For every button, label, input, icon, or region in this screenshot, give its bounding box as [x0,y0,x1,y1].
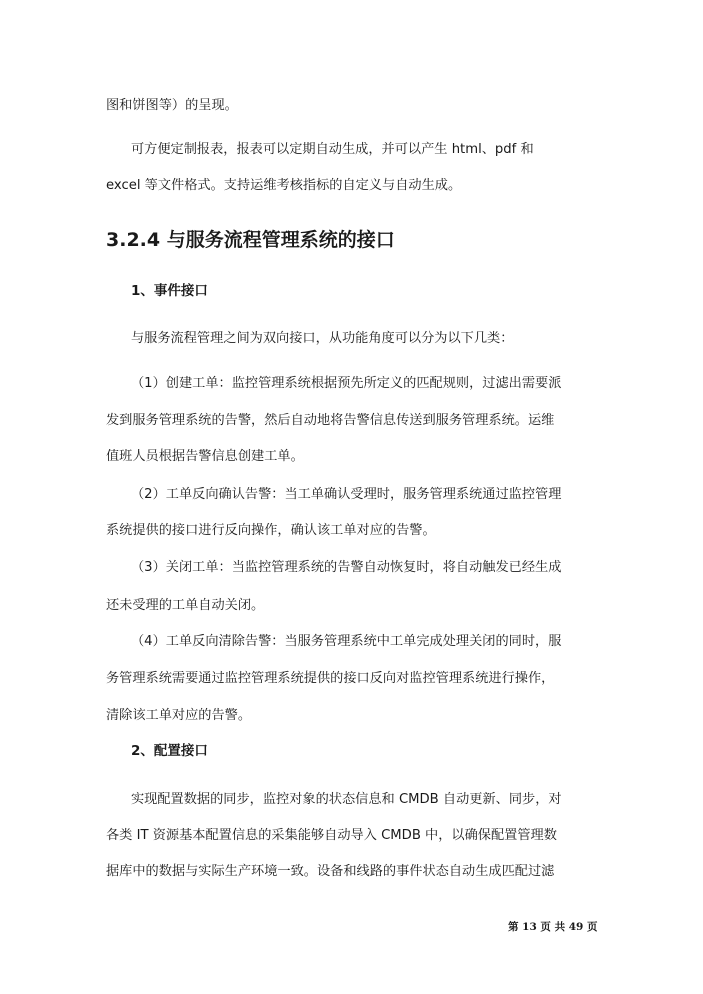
paragraph-line: 图和饼图等）的呈现。 [106,98,238,113]
paragraph-line: 可方便定制报表，报表可以定期自动生成，并可以产生 html、pdf 和 [131,142,534,157]
paragraph-line: 还未受理的工单自动关闭。 [106,598,265,613]
paragraph-line: （1）创建工单：监控管理系统根据预先所定义的匹配规则，过滤出需要派 [131,376,562,391]
paragraph-line: 值班人员根据告警信息创建工单。 [106,449,304,464]
paragraph-line: （3）关闭工单：当监控管理系统的告警自动恢复时，将自动触发已经生成 [131,560,562,575]
paragraph-line: （2）工单反向确认告警：当工单确认受理时，服务管理系统通过监控管理 [131,487,562,502]
paragraph-line: 各类 IT 资源基本配置信息的采集能够自动导入 CMDB 中，以确保配置管理数 [106,828,557,843]
page-number-footer: 第 13 页 共 49 页 [508,921,598,933]
paragraph-line: 系统提供的接口进行反向操作，确认该工单对应的告警。 [106,523,436,538]
paragraph-line: （4）工单反向清除告警：当服务管理系统中工单完成处理关闭的同时，服 [131,634,562,649]
paragraph-line: 务管理系统需要通过监控管理系统提供的接口反向对监控管理系统进行操作， [106,671,555,686]
paragraph-line: 实现配置数据的同步，监控对象的状态信息和 CMDB 自动更新、同步，对 [131,792,562,807]
paragraph-line: 据库中的数据与实际生产环境一致。设备和线路的事件状态自动生成匹配过滤 [106,864,555,879]
subheading: 2、配置接口 [131,743,208,759]
paragraph-line: 清除该工单对应的告警。 [106,708,252,723]
paragraph-line: 发到服务管理系统的告警，然后自动地将告警信息传送到服务管理系统。运维 [106,413,555,428]
paragraph-line: excel 等文件格式。支持运维考核指标的自定义与自动生成。 [106,178,462,193]
section-heading: 3.2.4 与服务流程管理系统的接口 [106,229,395,251]
subheading: 1、事件接口 [131,283,208,299]
paragraph-line: 与服务流程管理之间为双向接口，从功能角度可以分为以下几类： [131,331,514,346]
